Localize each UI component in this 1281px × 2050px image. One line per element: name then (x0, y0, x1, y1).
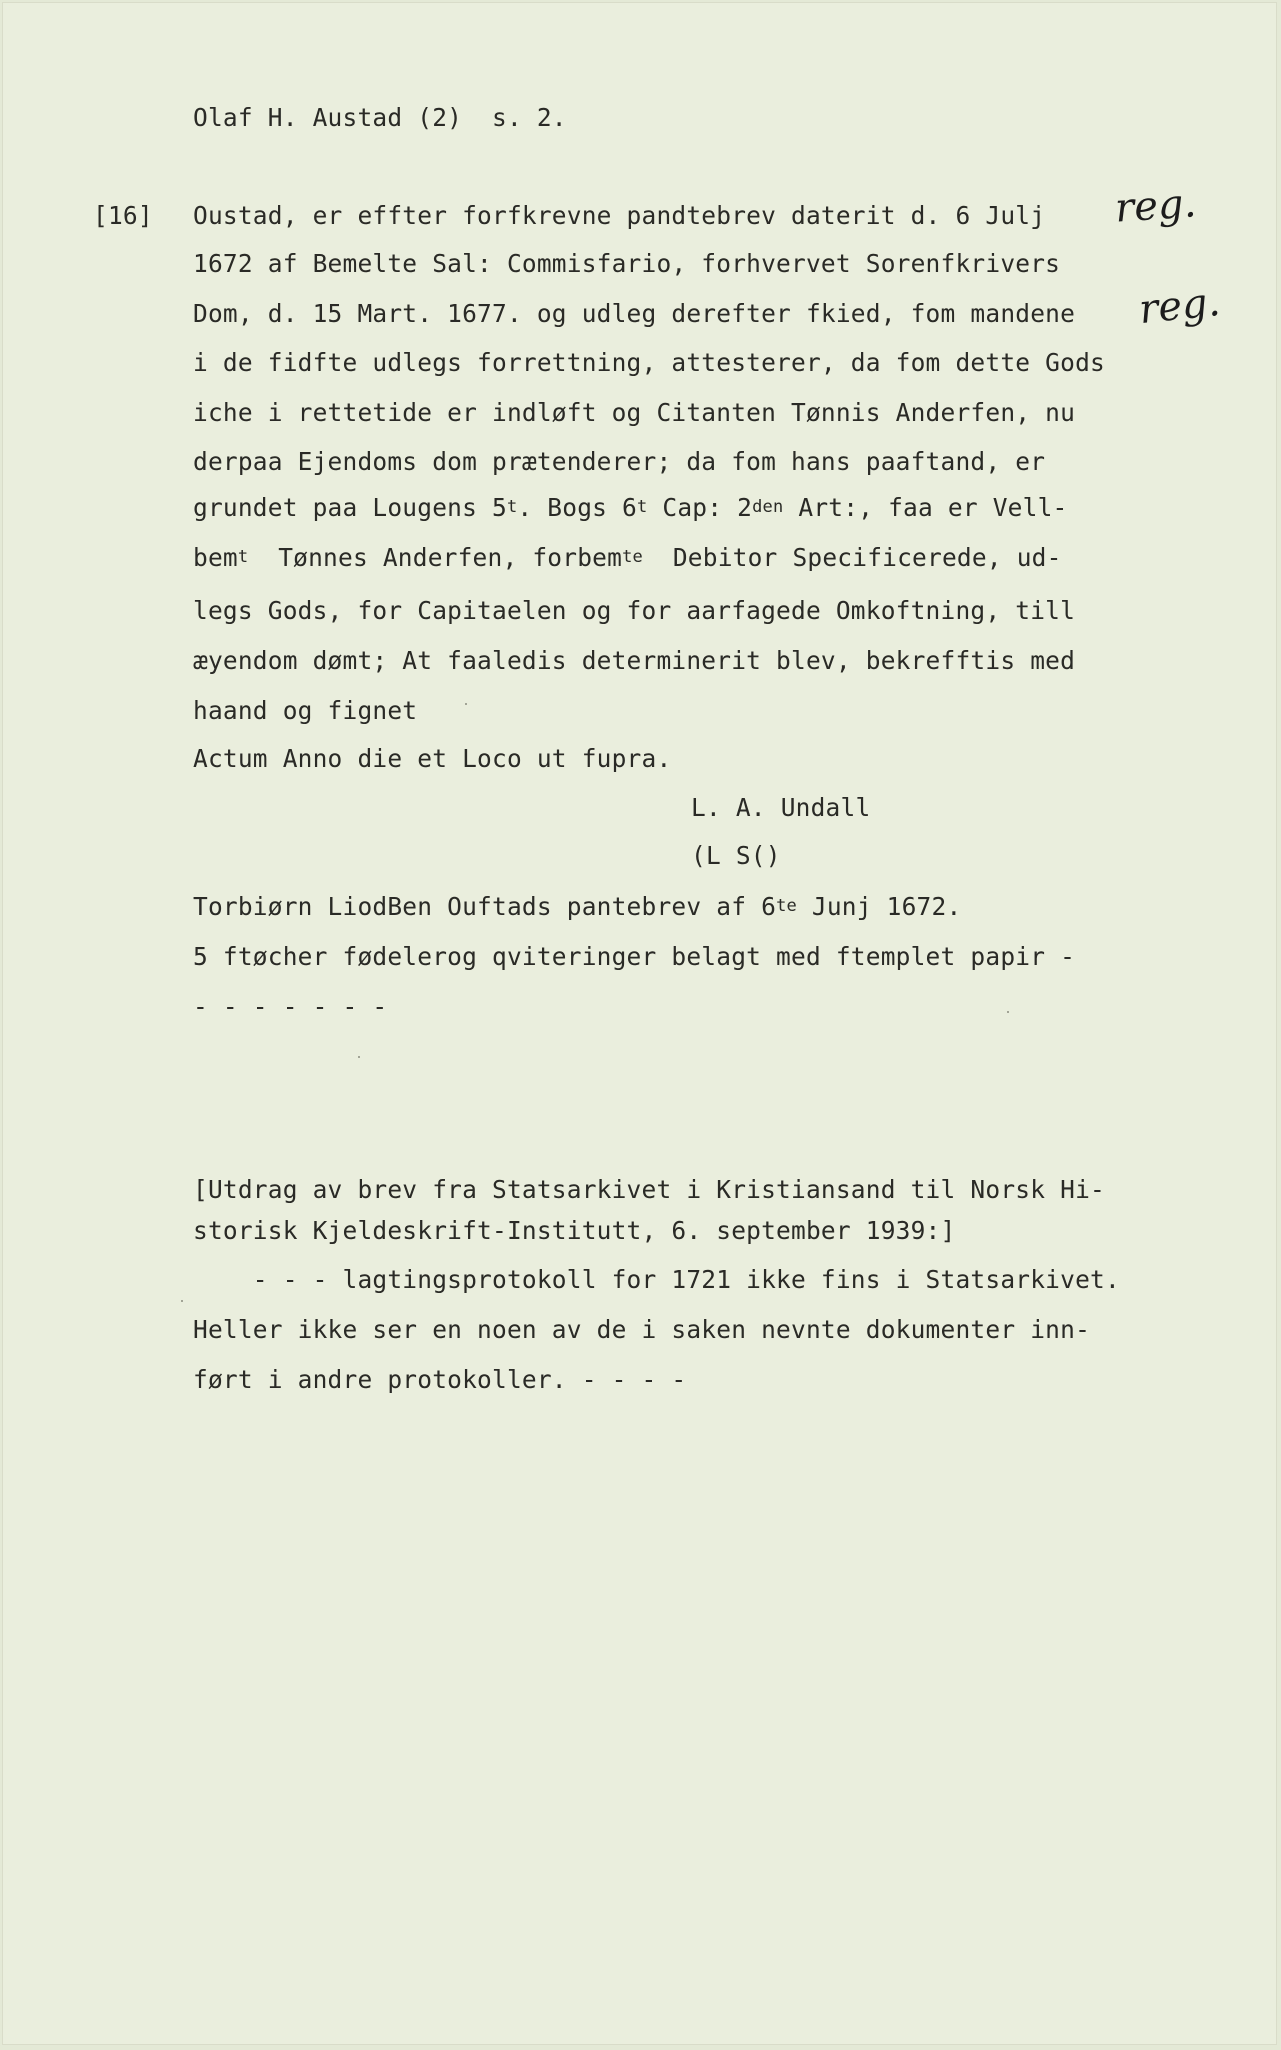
body-line-3: Dom, d. 15 Mart. 1677. og udleg derefter fkied, fom mandene (193, 299, 1076, 328)
body-line-6: derpaa Ejendoms dom prætenderer; da fom hans paaftand, er (193, 447, 1046, 476)
body-line-5: iche i rettetide er indløft og Citanten Tønnis Anderfen, nu (193, 398, 1076, 427)
dash-line: - - - - - - - (193, 992, 388, 1021)
excerpt-line-1: [Utdrag av brev fra Statsarkivet i Kristiansand til Norsk Hi- (193, 1175, 1105, 1204)
body-line-8: bem$^t$ Tønnes Anderfen, forbem$^{te}$ Debitor Specificerede, ud- (193, 543, 1062, 572)
body-line-10: æyendom dømt; At faaledis determinerit blev, bekrefftis med (193, 646, 1076, 675)
entry-number: [16] (93, 201, 153, 230)
body-line-11: haand og fignet (193, 696, 418, 725)
page-header: Olaf H. Austad (2) s. 2. (193, 103, 567, 132)
body-line-7: grundet paa Lougens 5$^t$. Bogs 6$^t$ Cap: $2^{den}$ Art:, faa er Vell- (193, 493, 1068, 522)
seal-mark: (L S() (691, 841, 781, 870)
margin-note-reg-2: reg. (1136, 278, 1223, 334)
paper-speck (1007, 1011, 1009, 1013)
paper-speck (465, 703, 467, 705)
stotcher-line: 5 ftøcher fødelerog qviteringer belagt med ftemplet papir - (193, 942, 1076, 971)
excerpt-line-5: ført i andre protokoller. - - - - (193, 1365, 687, 1394)
body-line-9: legs Gods, for Capitaelen og for aarfagede Omkoftning, till (193, 596, 1076, 625)
excerpt-line-2: storisk Kjeldeskrift-Institutt, 6. september 1939:] (193, 1216, 956, 1245)
document-page (2, 2, 1277, 2045)
body-line-2: 1672 af Bemelte Sal: Commisfario, forhvervet Sorenfkrivers (193, 249, 1061, 278)
body-line-1: Oustad, er effter forfkrevne pandtebrev daterit d. 6 Julj (193, 201, 1046, 230)
excerpt-line-3: - - - lagtingsprotokoll for 1721 ikke fins i Statsarkivet. (193, 1265, 1120, 1294)
body-line-4: i de fidfte udlegs forrettning, attesterer, da fom dette Gods (193, 348, 1105, 377)
body-line-12: Actum Anno die et Loco ut fupra. (193, 744, 672, 773)
margin-note-reg-1: reg. (1113, 180, 1198, 232)
signature-name: L. A. Undall (691, 793, 871, 822)
paper-speck (358, 1056, 360, 1058)
paper-speck (181, 1300, 183, 1302)
excerpt-line-4: Heller ikke ser en noen av de i saken nevnte dokumenter inn- (193, 1315, 1091, 1344)
pantebrev-line: Torbiørn LiodBen Ouftads pantebrev af $6^{te}$ Junj 1672. (193, 892, 962, 921)
